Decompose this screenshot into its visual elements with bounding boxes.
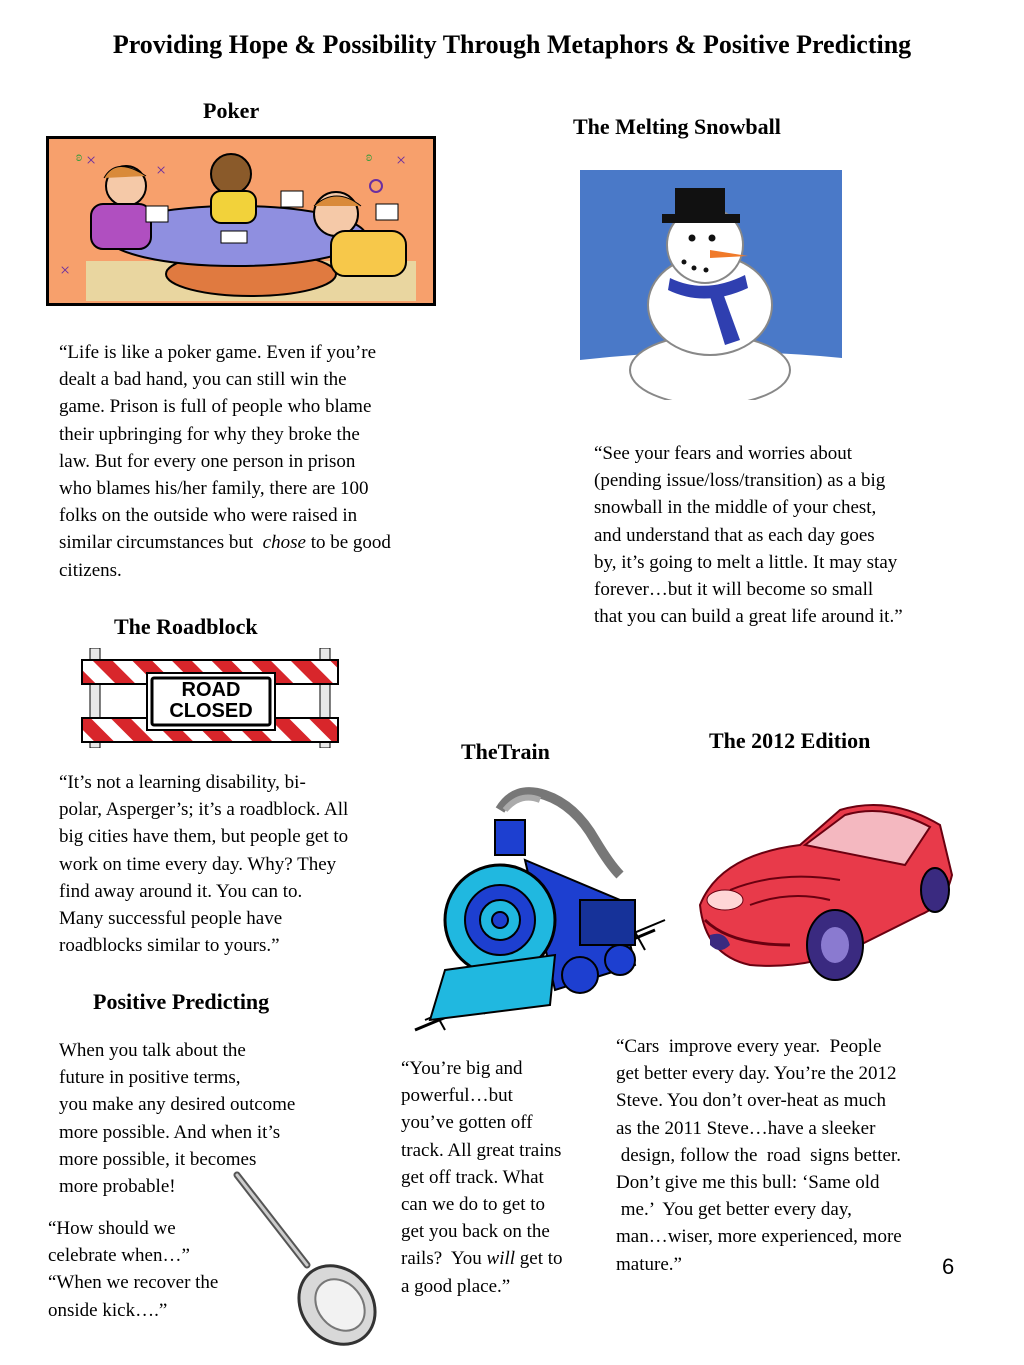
poker-line: dealt a bad hand, you can still win the (59, 369, 347, 391)
svg-text:×: × (60, 260, 71, 280)
snowball-line: snowball in the middle of your chest, (594, 497, 877, 519)
edition-line: Steve. You don’t over-heat as much (616, 1090, 886, 1112)
roadblock-line: find away around it. You can to. (59, 880, 303, 902)
train-line: can we do to get to (401, 1194, 546, 1216)
edition-line: “Cars improve every year. People (616, 1036, 882, 1057)
snowball-heading: The Melting Snowball (573, 114, 781, 139)
train-line: you’ve gotten off (401, 1112, 533, 1134)
quote-line: “How should we (48, 1218, 176, 1239)
poker-line: who blames his/her family, there are 100 (59, 478, 369, 500)
road-sign-line1: ROAD (181, 679, 241, 701)
predicting-heading: Positive Predicting (93, 989, 270, 1014)
roadblock-text (59, 769, 348, 959)
page-title: Providing Hope & Possibility Through Metaphors & Positive Predicting (112, 30, 912, 59)
edition-line: design, follow the road signs better. (616, 1144, 901, 1166)
poker-emphasis: chose (262, 532, 306, 554)
roadblock-heading: The Roadblock (114, 614, 258, 639)
poker-line: their upbringing for why they broke the (59, 423, 360, 445)
page-number: 6 (942, 1254, 955, 1279)
snowball-line: forever…but it will become so small (594, 579, 874, 601)
predicting-quote (48, 1215, 218, 1324)
svg-text:×: × (396, 150, 407, 170)
edition-heading: The 2012 Edition (709, 728, 871, 753)
poker-line-part: to be good (305, 532, 391, 554)
train-line: “You’re big and (401, 1058, 523, 1079)
poker-line-part: similar circumstances but (59, 532, 263, 554)
snowman-illustration (580, 170, 842, 400)
poker-line (59, 529, 391, 556)
quote-line: onside kick….” (48, 1299, 168, 1321)
poker-line: game. Prison is full of people who blame (59, 396, 372, 418)
train-line: get off track. What (401, 1166, 544, 1188)
snowball-line: “See your fears and worries about (594, 443, 852, 464)
train-line: a good place.” (401, 1275, 511, 1297)
train-line: get you back on the (401, 1221, 550, 1243)
poker-line: law. But for every one person in prison (59, 450, 356, 472)
quote-line: celebrate when…” (48, 1245, 190, 1267)
car-illustration (690, 795, 955, 995)
poker-heading: Poker (203, 98, 260, 123)
train-line: powerful…but (401, 1085, 513, 1107)
train-line-part: rails? You (401, 1248, 487, 1270)
roadblock-line: work on time every day. Why? They (59, 853, 337, 875)
snowball-line: that you can build a great life around it.” (594, 606, 903, 628)
predicting-line: more probable! (59, 1176, 176, 1198)
edition-line: as the 2011 Steve…have a sleeker (616, 1117, 876, 1139)
snowball-line: and understand that as each day goes (594, 524, 875, 546)
edition-line: mature.” (616, 1253, 682, 1275)
svg-text:×: × (156, 160, 167, 180)
snowball-line: by, it’s going to melt a little. It may stay (594, 551, 898, 573)
roadblock-line: roadblocks similar to yours.” (59, 935, 280, 957)
poker-line: citizens. (59, 559, 122, 581)
train-line-part: get to (515, 1248, 563, 1270)
predicting-line: When you talk about the (59, 1040, 246, 1061)
predicting-line: you make any desired outcome (59, 1094, 296, 1116)
poker-line: folks on the outside who were raised in (59, 505, 358, 527)
train-text (401, 1055, 563, 1300)
train-line (401, 1245, 563, 1272)
svg-text:×: × (86, 150, 97, 170)
train-heading: TheTrain (461, 739, 550, 764)
edition-line: man…wiser, more experienced, more (616, 1226, 902, 1248)
edition-text (616, 1033, 902, 1278)
roadblock-line: Many successful people have (59, 908, 283, 930)
poker-illustration (46, 136, 436, 306)
predicting-line: future in positive terms, (59, 1067, 241, 1089)
edition-line: get better every day. You’re the 2012 (616, 1063, 897, 1085)
svg-text:ʚ: ʚ (366, 150, 373, 165)
predicting-line: more possible. And when it’s (59, 1121, 281, 1143)
quote-line: “When we recover the (48, 1272, 219, 1294)
road-sign-line2: CLOSED (169, 700, 253, 722)
snowball-text (594, 440, 903, 630)
snowball-line: (pending issue/loss/transition) as a big (594, 470, 886, 492)
edition-line: me.’ You get better every day, (616, 1199, 852, 1221)
spoon-illustration (232, 1170, 382, 1350)
edition-line: Don’t give me this bull: ‘Same old (616, 1172, 880, 1194)
poker-line: “Life is like a poker game. Even if you’re (59, 342, 377, 363)
road-closed-illustration (80, 648, 340, 748)
train-line: track. All great trains (401, 1139, 562, 1161)
roadblock-line: polar, Asperger’s; it’s a roadblock. All (59, 799, 349, 821)
svg-text:ʚ: ʚ (76, 150, 83, 165)
poker-text (59, 339, 391, 584)
roadblock-line: “It’s not a learning disability, bi- (59, 772, 306, 793)
train-illustration (405, 780, 670, 1035)
predicting-line: more possible, it becomes (59, 1148, 257, 1170)
roadblock-line: big cities have them, but people get to (59, 826, 349, 848)
train-emphasis: will (486, 1248, 516, 1270)
